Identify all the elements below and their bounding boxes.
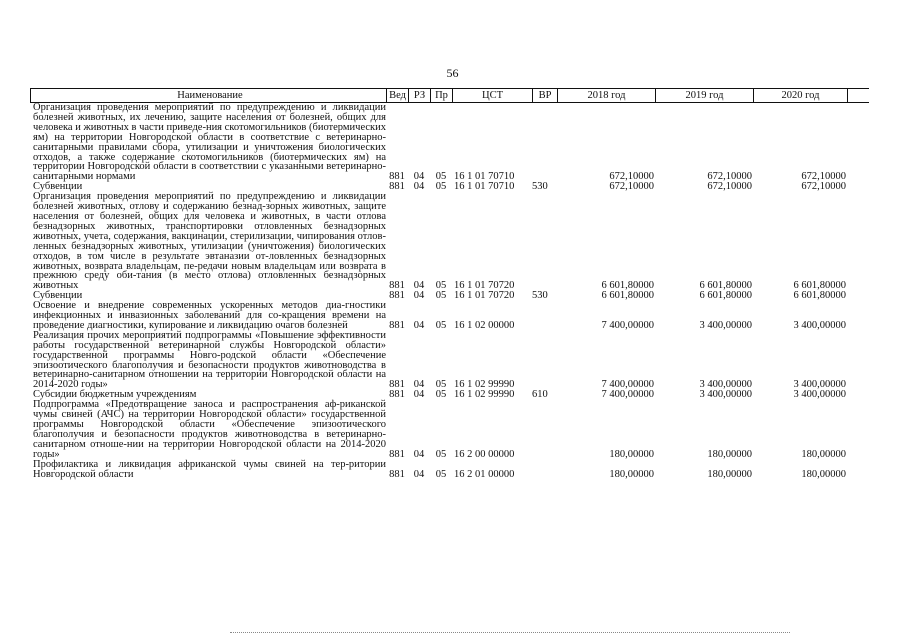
header-vr: ВР — [533, 89, 558, 102]
row-name: Организация проведения мероприятий по предупреждению и ликвидации болезней животных, отлову и содержанию безнад-зорных животных, защите населения от болезней, общих для человека и животных, в части отлова безнадзорных животных, транспортировки отловленных безнадзорных животных, учета, содержания, вакцинации, стерилизации, чипирования отлов-ленных безнадзорных животных, утилизации (уничтожения) биологических отходов, в том числе в результате эвтаназии от-ловленных безнадзорных животных, возврата владельцам, пе-редачи новым владельцам или возврата в прежнюю среду оби-тания (в место отлова) отловленных безнадзорных животных — [33, 191, 386, 292]
row-name: Подпрограмма «Предотвращение заноса и распространения аф-риканской чумы свиней (АЧС) на территории Новгородской области» государственной программы Новгородской области «Обеспечение эпизоотического благополучия и безопасности продуктов животноводства в ветеринарно-санитарном отноше-нии на территории Новгородской области на 2014-2020 годы» — [33, 399, 386, 460]
row-name: Организация проведения мероприятий по предупреждению и ликвидации болезней животных, их лечению, защите населения от болезней, общих для человека и животных в части приведе-ния скотомогильников (биотермических ям) на территории Новгородской области в соответствие с ветеринарно-санитарными правилами сбора, утилизации и уничтожения биологических отходов, а также содержание скотомогильников (биотермических ям) на территории Новгородской области в соответствии с указанными ветеринарно-санитарными нормами — [33, 102, 386, 183]
row-vr: 530 — [532, 290, 548, 302]
row-2019: 180,00000 — [707, 468, 752, 480]
row-cst: 16 1 01 70720 — [454, 280, 515, 292]
table-header — [30, 88, 869, 103]
row-2020: 6 601,80000 — [793, 280, 846, 292]
row-rz: 04 — [413, 468, 425, 480]
row-pr: 05 — [435, 290, 447, 302]
row-cst: 16 2 01 00000 — [454, 468, 515, 480]
row-vr: 530 — [532, 181, 548, 193]
header-ved: Вед — [387, 89, 409, 102]
row-name: Реализация прочих мероприятий подпрограммы «Повышение эффективности работы государственной ветеринарной службы Новгородской области» государственной программы Новго-родской области «Обеспечение эпизоотического благополучия и безопасности продуктов животноводства в ветеринарно-санитарном отношении на территории Новгородской области на 2014-2020 годы» — [33, 329, 386, 391]
row-cst: 16 1 02 99990 — [454, 389, 515, 401]
row-cst: 16 1 02 99990 — [454, 379, 515, 391]
row-2018: 7 400,00000 — [601, 319, 654, 331]
row-2020: 3 400,00000 — [793, 389, 846, 401]
header-name: Наименование — [31, 89, 387, 102]
table-row — [30, 331, 869, 390]
row-ved: 881 — [389, 171, 405, 183]
row-cst: 16 1 02 00000 — [454, 319, 515, 331]
row-name: Субвенции — [33, 290, 83, 302]
row-vr: 610 — [532, 389, 548, 401]
row-pr: 05 — [435, 448, 447, 460]
row-2020: 180,00000 — [801, 448, 846, 460]
row-2020: 6 601,80000 — [793, 290, 846, 302]
row-cst: 16 1 01 70720 — [454, 290, 515, 302]
row-2019: 672,10000 — [707, 171, 752, 183]
row-rz: 04 — [413, 319, 425, 331]
row-2019: 180,00000 — [707, 448, 752, 460]
row-rz: 04 — [413, 379, 425, 391]
row-2018: 180,00000 — [609, 468, 654, 480]
row-ved: 881 — [389, 379, 405, 391]
page-number: 56 — [446, 66, 459, 80]
header-2019: 2019 год — [656, 89, 754, 102]
page-bottom-rule — [230, 632, 790, 634]
row-pr: 05 — [435, 181, 447, 193]
row-2019: 3 400,00000 — [699, 389, 752, 401]
row-ved: 881 — [389, 280, 405, 292]
table-row — [30, 301, 869, 331]
row-2018: 180,00000 — [609, 448, 654, 460]
row-cst: 16 1 01 70710 — [454, 181, 515, 193]
row-rz: 04 — [413, 448, 425, 460]
row-rz: 04 — [413, 280, 425, 292]
row-ved: 881 — [389, 468, 405, 480]
row-2018: 6 601,80000 — [601, 290, 654, 302]
row-2019: 3 400,00000 — [699, 319, 752, 331]
row-2018: 672,10000 — [609, 181, 654, 193]
header-rz: РЗ — [409, 89, 431, 102]
row-cst: 16 2 00 00000 — [454, 448, 515, 460]
row-pr: 05 — [435, 319, 447, 331]
row-2020: 180,00000 — [801, 468, 846, 480]
row-2018: 7 400,00000 — [601, 389, 654, 401]
row-ved: 881 — [389, 389, 405, 401]
row-cst: 16 1 01 70710 — [454, 171, 515, 183]
row-2018: 7 400,00000 — [601, 379, 654, 391]
header-pr: Пр — [431, 89, 453, 102]
row-rz: 04 — [413, 290, 425, 302]
header-2018: 2018 год — [558, 89, 656, 102]
row-rz: 04 — [413, 171, 425, 183]
table-row — [30, 460, 869, 480]
table-row — [30, 192, 869, 291]
row-pr: 05 — [435, 171, 447, 183]
row-ved: 881 — [389, 448, 405, 460]
row-2019: 6 601,80000 — [699, 290, 752, 302]
row-2020: 3 400,00000 — [793, 319, 846, 331]
row-2019: 6 601,80000 — [699, 280, 752, 292]
header-cst: ЦСТ — [453, 89, 533, 102]
budget-table — [30, 88, 869, 479]
row-2020: 3 400,00000 — [793, 379, 846, 391]
row-2020: 672,10000 — [801, 181, 846, 193]
row-rz: 04 — [413, 389, 425, 401]
row-pr: 05 — [435, 389, 447, 401]
row-2018: 6 601,80000 — [601, 280, 654, 292]
row-rz: 04 — [413, 181, 425, 193]
header-2020: 2020 год — [754, 89, 848, 102]
row-ved: 881 — [389, 181, 405, 193]
row-ved: 881 — [389, 319, 405, 331]
row-name: Субвенции — [33, 181, 83, 193]
row-2019: 672,10000 — [707, 181, 752, 193]
table-row — [30, 103, 869, 182]
table-row — [30, 400, 869, 459]
row-2020: 672,10000 — [801, 171, 846, 183]
row-name: Освоение и внедрение современных ускоренных методов диа-гностики инфекционных и инвазионных заболеваний для со-кращения времени на проведение диагностики, купирование и ликвидацию очагов болезней — [33, 300, 386, 331]
row-pr: 05 — [435, 280, 447, 292]
row-pr: 05 — [435, 379, 447, 391]
row-name: Профилактика и ликвидация африканской чумы свиней на тер-ритории Новгородской области — [33, 458, 386, 480]
row-2019: 3 400,00000 — [699, 379, 752, 391]
table-body — [30, 103, 869, 479]
row-pr: 05 — [435, 468, 447, 480]
row-2018: 672,10000 — [609, 171, 654, 183]
row-ved: 881 — [389, 290, 405, 302]
row-name: Субсидии бюджетным учреждениям — [33, 389, 197, 401]
